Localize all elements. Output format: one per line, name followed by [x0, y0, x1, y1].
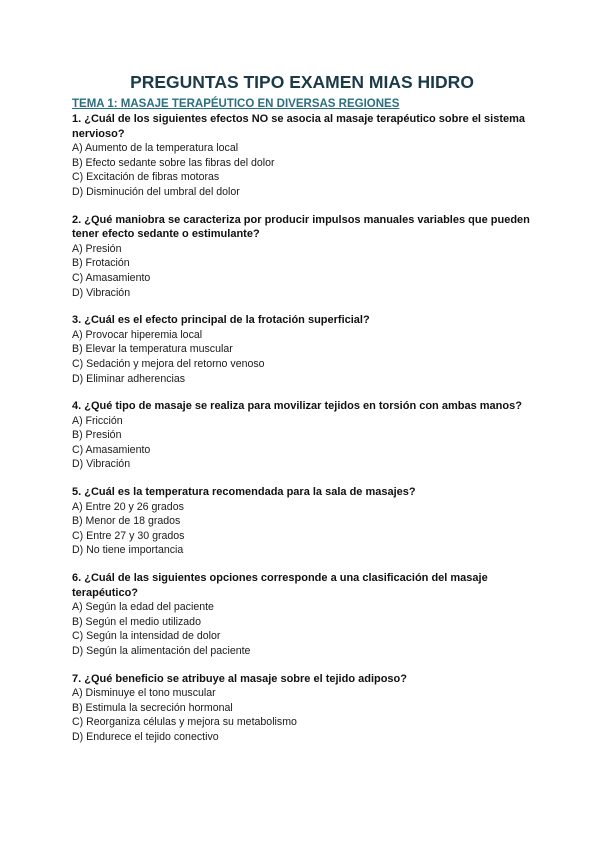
answer-option: B) Menor de 18 grados [72, 515, 181, 528]
answer-option: A) Provocar hiperemia local [72, 328, 203, 341]
answer-option: D) Disminución del umbral del dolor [72, 185, 240, 198]
answer-option: C) Reorganiza células y mejora su metabolismo [72, 716, 297, 729]
answer-option: B) Frotación [72, 257, 130, 270]
question-block [72, 313, 532, 386]
question-list [72, 112, 532, 745]
answer-option: A) Disminuye el tono muscular [72, 687, 216, 700]
question-block [72, 672, 532, 745]
answer-option: B) Efecto sedante sobre las fibras del dolor [72, 156, 275, 169]
answer-option: D) Vibración [72, 458, 131, 471]
answer-option: A) Presión [72, 242, 122, 255]
section-heading: TEMA 1: MASAJE TERAPÉUTICO EN DIVERSAS REGIONES [72, 98, 400, 110]
answer-option: C) Amasamiento [72, 443, 151, 456]
answer-option: A) Fricción [72, 414, 123, 427]
answer-option: A) Aumento de la temperatura local [72, 142, 239, 155]
answer-option: C) Entre 27 y 30 grados [72, 529, 185, 542]
answer-option: B) Estimula la secreción hormonal [72, 701, 233, 714]
document-title: PREGUNTAS TIPO EXAMEN MIAS HIDRO [130, 72, 474, 92]
question-text: 1. ¿Cuál de los siguientes efectos NO se asocia al masaje terapéutico sobre el sistema nervioso? [72, 113, 526, 140]
question-text: 3. ¿Cuál es el efecto principal de la frotación superficial? [72, 314, 370, 327]
question-text: 7. ¿Qué beneficio se atribuye al masaje sobre el tejido adiposo? [72, 672, 407, 685]
answer-option: C) Amasamiento [72, 271, 151, 284]
question-text: 5. ¿Cuál es la temperatura recomendada para la sala de masajes? [72, 486, 416, 499]
document-page [72, 72, 532, 758]
question-block [72, 112, 532, 200]
answer-option: C) Según la intensidad de dolor [72, 630, 221, 643]
answer-option: D) Vibración [72, 286, 131, 299]
question-block [72, 485, 532, 558]
answer-option: D) Según la alimentación del paciente [72, 645, 251, 657]
answer-option: A) Entre 20 y 26 grados [72, 500, 184, 513]
question-block [72, 571, 532, 659]
answer-option: C) Excitación de fibras motoras [72, 171, 220, 184]
question-block [72, 213, 532, 301]
answer-option: B) Presión [72, 429, 122, 442]
question-text: 4. ¿Qué tipo de masaje se realiza para movilizar tejidos en torsión con ambas manos? [72, 400, 522, 413]
question-text: 2. ¿Qué maniobra se caracteriza por producir impulsos manuales variables que pueden tener efecto sedante o estimulante? [72, 213, 530, 241]
answer-option: B) Elevar la temperatura muscular [72, 343, 233, 356]
answer-option: D) No tiene importancia [72, 544, 184, 557]
answer-option: A) Según la edad del paciente [72, 601, 214, 614]
answer-option: C) Sedación y mejora del retorno venoso [72, 357, 265, 370]
question-block [72, 399, 532, 472]
answer-option: D) Eliminar adherencias [72, 372, 186, 385]
answer-option: D) Endurece el tejido conectivo [72, 730, 219, 743]
answer-option: B) Según el medio utilizado [72, 615, 201, 628]
question-text: 6. ¿Cuál de las siguientes opciones corresponde a una clasificación del masaje terapéutico? [72, 572, 488, 599]
